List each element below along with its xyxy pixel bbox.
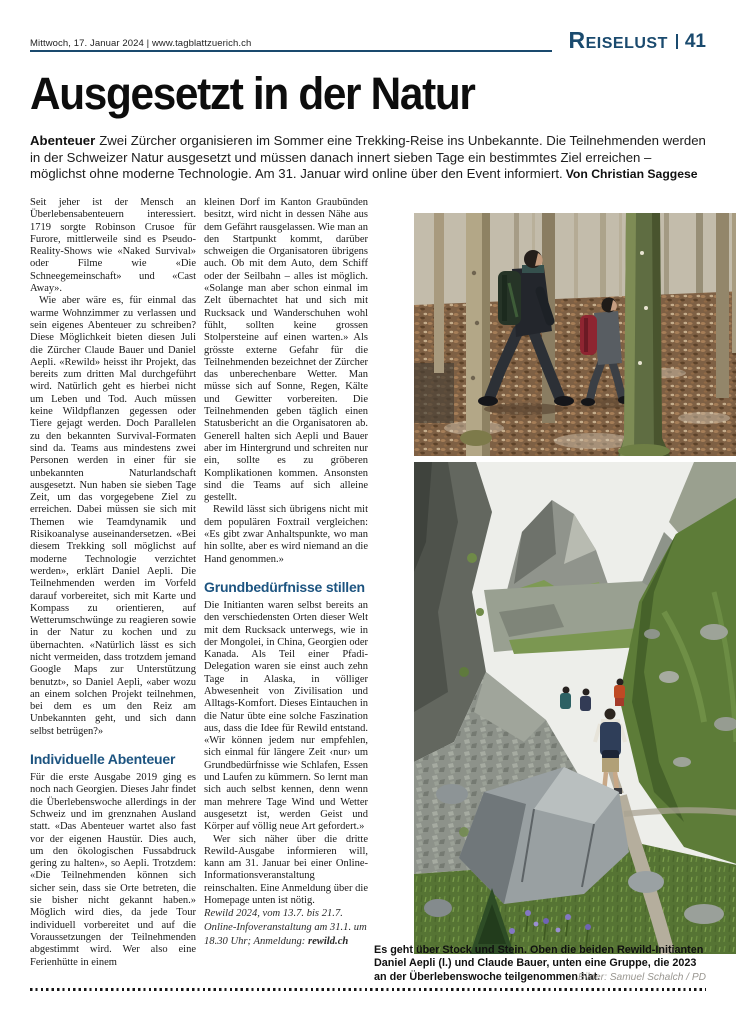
body-column-1 — [30, 197, 196, 987]
forest-hikers-photo — [414, 213, 736, 456]
bottom-dotted-rule — [30, 988, 706, 991]
forest-photo-illustration — [414, 213, 736, 456]
article-title: Ausgesetzt in der Natur — [30, 68, 475, 119]
trail-branch — [624, 810, 736, 814]
mountain-trail-photo — [414, 462, 736, 954]
subhead-individuelle-abenteuer: Individuelle Abenteuer — [30, 751, 176, 768]
masthead-rule — [30, 50, 552, 52]
body-paragraph: Die Initianten waren selbst bereits an den verschiedensten Orten dieser Welt mit dem Rucksack unterwegs, wie in der Mongolei, in China, Georgien oder Kanada. Als Teil einer Pfadi-Delegation waren sie einst auch zehn Tage in Alaska, in völliger Abwesenheit von Zivilisation und Alltags-Komfort. Dieses Eintauchen in die Natur übte eine solche Faszination aus, dass die Idee für Rewild entstand. «Wir können jedem nur empfehlen, sich einmal für längere Zeit ‹nur› um Grundbedürfnisse wie Schlafen, Essen und Laufen zu kümmern. So lernt man sich auch selbst kennen, denn wenn man mehrere Tage Wind und Wetter ausgesetzt ist, werden Geist und Körper auf völlig neue Art gefordert.» — [204, 599, 368, 833]
caption-text: Es geht über Stock und Stein. Oben die beiden Rewild-Initianten Daniel Aepli (l.) und Claude Bauer, unten eine Gruppe, die 2023 an der Überlebenswoche teilgenommen hat. — [374, 944, 704, 983]
body-paragraph: Seit jeher ist der Mensch an Überlebensabenteuern interessiert. 1719 sorgte Robinson Crusoe für Furore, mittlerweile sind es Pseudo-Reality-Shows wie «Naked Survival» oder Filme wie «Die Schneegemeinschaft» und «Cast Away». — [30, 197, 196, 295]
section-title: Reiselust — [568, 27, 668, 53]
mountain-photo-illustration — [414, 462, 736, 954]
kicker: Abenteuer — [30, 133, 96, 148]
body-paragraph: Rewild lässt sich übrigens nicht mit dem populären Foxtrail vergleichen: «Es gibt zwar Anhaltspunkte, wo man hin sollte, aber es wird niemand an die Hand genommen.» — [204, 504, 368, 565]
tree-trunk-far-right — [732, 213, 736, 353]
section-divider — [676, 34, 678, 49]
event-info-text: Rewild 2024, vom 13.7. bis 21.7. Online-Infoveranstaltung am 31.1. um 18.30 Uhr; Anmeldung: — [204, 908, 367, 947]
event-info-note — [204, 907, 368, 948]
body-paragraph: Wie aber wäre es, für einmal das warme Wohnzimmer zu verlassen und sein eigenes Abenteuer zu schreiben? Diese Möglichkeit bieten diesen Juli die Zürcher Claude Bauer und Daniel Aepli. «Rewild» heisst ihr Projekt, das bereits zum dritten Mal durchgeführt wird. Natürlich geht es hierbei nicht um Leben und Tod. Auch müssen keine Wildpflanzen gegessen oder Tiere gejagt werden. Doch Parallelen zu den bekannten Survival-Formaten sind da. Teams aus mindestens zwei Personen werden in einer für sie unbekannten Naturlandschaft ausgesetzt. Nun haben sie sieben Tage Zeit, um das vorgegebene Ziel zu erreichen. Dabei müssen sie sich mit Themen wie Teamdynamik und Risikoanalyse auseinandersetzen. «Bei diesem Trekking soll möglichst auf moderne Technologie verzichtet werden», erklärt Daniel Aepli. Die Teilnehmenden werden im Vorfeld darauf vorbereitet, sich mit Karte und Kompass zu orientieren, auf Wetterumschwünge zu reagieren sowie in der Natur zu kochen und zu übernachten. «Natürlich lässt es sich nicht vermeiden, dass trotzdem jemand Google Maps zur Unterstützung benutzt», so Daniel Aepli, «aber wozu an einem solchen Projekt teilnehmen, bei dem es um den Reiz am Unbekannten geht, und sich dann selbst betrügen?» — [30, 295, 196, 737]
byline: Von Christian Saggese — [565, 167, 698, 182]
lede-text: Zwei Zürcher organisieren im Sommer eine Trekking-Reise ins Unbekannte. Die Teilnehmenden werden in der Schweizer Natur ausgesetzt und müssen danach innert sieben Tage ein bestimmtes Ziel erreichen – möglichst ohne moderne Technologie. Am 31. Januar wird online über den Event informiert. — [30, 133, 706, 182]
event-info-link: rewild.ch — [307, 935, 349, 947]
body-paragraph: Wer sich näher über die dritte Rewild-Ausgabe informieren will, kann am 31. Januar bei einer Online-Informationsveranstaltung reinschalten. Eine Anmeldung über die Homepage unten ist nötig. — [204, 833, 368, 907]
tree-trunk-right — [716, 213, 729, 398]
subhead-grundbeduerfnisse-stillen: Grundbedürfnisse stillen — [204, 578, 365, 595]
section-header — [569, 29, 707, 52]
article-lede — [30, 133, 706, 183]
body-paragraph: kleinen Dorf im Kanton Graubünden besitzt, wird nicht in dessen Nähe aus dem Gefährt rausgelassen. Wie man an den Startpunkt kommt, darüber schweigen die Organisatoren übrigens auch. Ob mit dem Auto, dem Schiff oder der Seilbahn – alles ist möglich. «Solange man aber schon einmal im Zelt übernachtet hat und sich mit Rucksack und Wanderschuhen wohl fühlt, sollten keine grossen Stolpersteine auf einen warten.» Als grösste externe Gefahr für die Teilnehmenden bezeichnet der Zürcher das unberechenbare Wetter. Man müsse sich auf Sonne, Regen, Kälte und Gewitter vorbereiten. Die Teilnehmenden geben täglich einen Statusbericht an die Organisatoren ab. Generell halten sich Aepli und Bauer aber im Hintergrund und schreiten nur ein, sollte es zu gröberen Komplikationen kommen. Ansonsten sind die Teams auf sich alleine gestellt. — [204, 197, 368, 504]
page-number: 41 — [684, 31, 706, 52]
date-line: Mittwoch, 17. Januar 2024 | www.tagblattzuerich.ch — [30, 38, 252, 49]
body-paragraph: Für die erste Ausgabe 2019 ging es noch nach Georgien. Dieses Jahr findet die Überlebenswoche allerdings in der Schweiz und im grenznahen Ausland statt. «Das Abenteuer wartet also fast vor der eigenen Haustür. Dies auch, um den ökologischen Fussabdruck gering zu halten», so Aepli. Trotzdem: «Die Teilnehmenden können sich sicher sein, dass sie Orte betreten, die sie bisher nicht gekannt haben.» Möglich wird dies, da jede Tour individuell vorbereitet und auf die Voraussetzungen der Teilnehmenden abgestimmt wird. Wer also eine Ferienhütte in einem — [30, 772, 196, 968]
body-column-2 — [204, 197, 368, 987]
photo-caption — [374, 944, 706, 984]
photo-credit: Bilder: Samuel Schalch / PD — [578, 971, 706, 983]
